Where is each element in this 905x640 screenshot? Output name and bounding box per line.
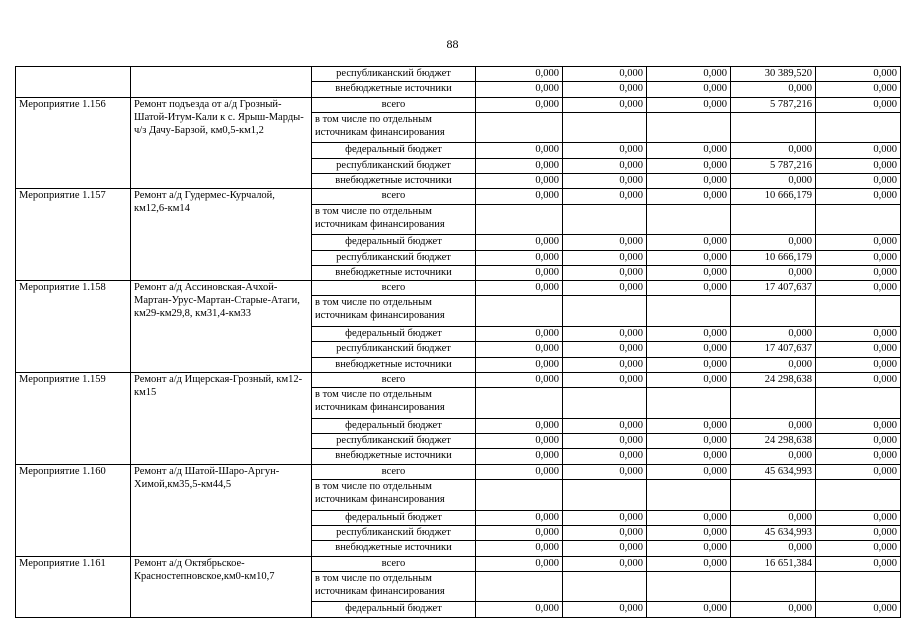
amount-cell-3: 0,000 bbox=[647, 67, 731, 82]
funding-source-cell: внебюджетные источники bbox=[312, 541, 476, 556]
funding-source-cell: федеральный бюджет bbox=[312, 602, 476, 617]
amount-cell-2: 0,000 bbox=[563, 281, 647, 296]
amount-cell-3: 0,000 bbox=[647, 418, 731, 433]
amount-cell-3: 0,000 bbox=[647, 189, 731, 204]
amount-cell-1: 0,000 bbox=[476, 189, 563, 204]
amount-cell-3: 0,000 bbox=[647, 434, 731, 449]
funding-source-cell: федеральный бюджет bbox=[312, 418, 476, 433]
amount-cell-1: 0,000 bbox=[476, 67, 563, 82]
amount-cell-3: 0,000 bbox=[647, 372, 731, 387]
amount-cell-5: 0,000 bbox=[816, 556, 901, 571]
amount-cell-2: 0,000 bbox=[563, 418, 647, 433]
amount-cell-3: 0,000 bbox=[647, 556, 731, 571]
amount-cell-2: 0,000 bbox=[563, 434, 647, 449]
amount-cell-5: 0,000 bbox=[816, 464, 901, 479]
amount-cell-1 bbox=[476, 388, 563, 419]
amount-cell-2: 0,000 bbox=[563, 82, 647, 97]
amount-cell-2: 0,000 bbox=[563, 464, 647, 479]
amount-cell-4 bbox=[731, 480, 816, 511]
measure-description-cell bbox=[131, 67, 312, 98]
measure-label-cell: Мероприятие 1.160 bbox=[16, 464, 131, 556]
amount-cell-1: 0,000 bbox=[476, 143, 563, 158]
amount-cell-2: 0,000 bbox=[563, 174, 647, 189]
amount-cell-3: 0,000 bbox=[647, 510, 731, 525]
amount-cell-4: 16 651,384 bbox=[731, 556, 816, 571]
measure-description-cell: Ремонт подъезда от а/д Грозный-Шатой-Итум-Кали к с. Ярыш-Марды-ч/з Дачу-Барзой, км0,5-км1,2 bbox=[131, 97, 312, 189]
amount-cell-4: 24 298,638 bbox=[731, 434, 816, 449]
measure-label-cell: Мероприятие 1.159 bbox=[16, 372, 131, 464]
amount-cell-2: 0,000 bbox=[563, 602, 647, 617]
amount-cell-2 bbox=[563, 112, 647, 143]
amount-cell-3: 0,000 bbox=[647, 464, 731, 479]
amount-cell-5 bbox=[816, 112, 901, 143]
amount-cell-3: 0,000 bbox=[647, 265, 731, 280]
amount-cell-3: 0,000 bbox=[647, 602, 731, 617]
amount-cell-3: 0,000 bbox=[647, 525, 731, 540]
funding-source-cell: федеральный бюджет bbox=[312, 510, 476, 525]
budget-table bbox=[15, 66, 901, 618]
amount-cell-2: 0,000 bbox=[563, 97, 647, 112]
amount-cell-1 bbox=[476, 296, 563, 327]
amount-cell-3: 0,000 bbox=[647, 97, 731, 112]
amount-cell-5 bbox=[816, 571, 901, 602]
amount-cell-4: 0,000 bbox=[731, 541, 816, 556]
amount-cell-5: 0,000 bbox=[816, 418, 901, 433]
funding-source-cell: республиканский бюджет bbox=[312, 525, 476, 540]
amount-cell-1: 0,000 bbox=[476, 97, 563, 112]
amount-cell-5: 0,000 bbox=[816, 342, 901, 357]
amount-cell-2: 0,000 bbox=[563, 250, 647, 265]
amount-cell-2 bbox=[563, 204, 647, 235]
funding-source-cell: республиканский бюджет bbox=[312, 158, 476, 173]
amount-cell-4: 24 298,638 bbox=[731, 372, 816, 387]
amount-cell-1: 0,000 bbox=[476, 250, 563, 265]
amount-cell-2: 0,000 bbox=[563, 67, 647, 82]
amount-cell-2: 0,000 bbox=[563, 541, 647, 556]
funding-source-cell: в том числе по отдельным источникам финансирования bbox=[312, 480, 476, 511]
funding-source-cell: республиканский бюджет bbox=[312, 250, 476, 265]
measure-label-cell: Мероприятие 1.157 bbox=[16, 189, 131, 281]
amount-cell-5: 0,000 bbox=[816, 357, 901, 372]
amount-cell-2 bbox=[563, 571, 647, 602]
funding-source-cell: всего bbox=[312, 281, 476, 296]
amount-cell-1: 0,000 bbox=[476, 357, 563, 372]
amount-cell-4: 0,000 bbox=[731, 235, 816, 250]
amount-cell-1 bbox=[476, 480, 563, 511]
amount-cell-5: 0,000 bbox=[816, 174, 901, 189]
amount-cell-5: 0,000 bbox=[816, 281, 901, 296]
amount-cell-4: 30 389,520 bbox=[731, 67, 816, 82]
amount-cell-5: 0,000 bbox=[816, 434, 901, 449]
amount-cell-3: 0,000 bbox=[647, 281, 731, 296]
amount-cell-5: 0,000 bbox=[816, 327, 901, 342]
amount-cell-1: 0,000 bbox=[476, 449, 563, 464]
amount-cell-5: 0,000 bbox=[816, 372, 901, 387]
amount-cell-4: 0,000 bbox=[731, 449, 816, 464]
amount-cell-3: 0,000 bbox=[647, 357, 731, 372]
amount-cell-3 bbox=[647, 112, 731, 143]
amount-cell-1: 0,000 bbox=[476, 541, 563, 556]
amount-cell-2: 0,000 bbox=[563, 556, 647, 571]
amount-cell-1: 0,000 bbox=[476, 281, 563, 296]
amount-cell-5: 0,000 bbox=[816, 189, 901, 204]
amount-cell-3: 0,000 bbox=[647, 449, 731, 464]
measure-description-cell: Ремонт а/д Октябрьское-Красностепновское,км0-км10,7 bbox=[131, 556, 312, 617]
table-row bbox=[16, 67, 901, 82]
amount-cell-1: 0,000 bbox=[476, 327, 563, 342]
amount-cell-3 bbox=[647, 480, 731, 511]
amount-cell-4 bbox=[731, 296, 816, 327]
amount-cell-1: 0,000 bbox=[476, 556, 563, 571]
amount-cell-5 bbox=[816, 204, 901, 235]
amount-cell-2: 0,000 bbox=[563, 372, 647, 387]
amount-cell-4: 45 634,993 bbox=[731, 525, 816, 540]
amount-cell-4: 10 666,179 bbox=[731, 250, 816, 265]
funding-source-cell: федеральный бюджет bbox=[312, 327, 476, 342]
amount-cell-4 bbox=[731, 388, 816, 419]
amount-cell-1 bbox=[476, 112, 563, 143]
amount-cell-2: 0,000 bbox=[563, 357, 647, 372]
amount-cell-4: 0,000 bbox=[731, 418, 816, 433]
amount-cell-3: 0,000 bbox=[647, 158, 731, 173]
funding-source-cell: внебюджетные источники bbox=[312, 82, 476, 97]
amount-cell-3: 0,000 bbox=[647, 327, 731, 342]
funding-source-cell: в том числе по отдельным источникам финансирования bbox=[312, 296, 476, 327]
amount-cell-1 bbox=[476, 571, 563, 602]
amount-cell-2: 0,000 bbox=[563, 525, 647, 540]
funding-source-cell: всего bbox=[312, 97, 476, 112]
table-row bbox=[16, 556, 901, 571]
amount-cell-1: 0,000 bbox=[476, 372, 563, 387]
amount-cell-1: 0,000 bbox=[476, 602, 563, 617]
amount-cell-4: 10 666,179 bbox=[731, 189, 816, 204]
amount-cell-5: 0,000 bbox=[816, 449, 901, 464]
amount-cell-5: 0,000 bbox=[816, 97, 901, 112]
amount-cell-2: 0,000 bbox=[563, 327, 647, 342]
amount-cell-5: 0,000 bbox=[816, 541, 901, 556]
table-row bbox=[16, 372, 901, 387]
amount-cell-3: 0,000 bbox=[647, 541, 731, 556]
table-row bbox=[16, 189, 901, 204]
measure-description-cell: Ремонт а/д Ассиновская-Ачхой-Мартан-Урус-Мартан-Старые-Атаги, км29-км29,8, км31,4-км33 bbox=[131, 281, 312, 373]
funding-source-cell: внебюджетные источники bbox=[312, 449, 476, 464]
amount-cell-1: 0,000 bbox=[476, 464, 563, 479]
amount-cell-3: 0,000 bbox=[647, 250, 731, 265]
amount-cell-5: 0,000 bbox=[816, 525, 901, 540]
measure-label-cell bbox=[16, 67, 131, 98]
amount-cell-4: 0,000 bbox=[731, 602, 816, 617]
amount-cell-3 bbox=[647, 571, 731, 602]
funding-source-cell: внебюджетные источники bbox=[312, 174, 476, 189]
amount-cell-5: 0,000 bbox=[816, 158, 901, 173]
funding-source-cell: федеральный бюджет bbox=[312, 143, 476, 158]
amount-cell-5: 0,000 bbox=[816, 143, 901, 158]
amount-cell-4: 0,000 bbox=[731, 174, 816, 189]
funding-source-cell: федеральный бюджет bbox=[312, 235, 476, 250]
amount-cell-4: 0,000 bbox=[731, 510, 816, 525]
amount-cell-1: 0,000 bbox=[476, 82, 563, 97]
amount-cell-5: 0,000 bbox=[816, 602, 901, 617]
amount-cell-4: 45 634,993 bbox=[731, 464, 816, 479]
funding-source-cell: внебюджетные источники bbox=[312, 265, 476, 280]
funding-source-cell: всего bbox=[312, 189, 476, 204]
amount-cell-4 bbox=[731, 571, 816, 602]
funding-source-cell: всего bbox=[312, 464, 476, 479]
amount-cell-4: 17 407,637 bbox=[731, 281, 816, 296]
amount-cell-1: 0,000 bbox=[476, 158, 563, 173]
amount-cell-5: 0,000 bbox=[816, 67, 901, 82]
funding-source-cell: всего bbox=[312, 556, 476, 571]
amount-cell-1: 0,000 bbox=[476, 342, 563, 357]
amount-cell-5: 0,000 bbox=[816, 235, 901, 250]
measure-label-cell: Мероприятие 1.158 bbox=[16, 281, 131, 373]
measure-label-cell: Мероприятие 1.161 bbox=[16, 556, 131, 617]
amount-cell-5 bbox=[816, 388, 901, 419]
amount-cell-1: 0,000 bbox=[476, 418, 563, 433]
funding-source-cell: республиканский бюджет bbox=[312, 342, 476, 357]
amount-cell-2: 0,000 bbox=[563, 158, 647, 173]
amount-cell-2: 0,000 bbox=[563, 189, 647, 204]
table-row bbox=[16, 281, 901, 296]
funding-source-cell: в том числе по отдельным источникам финансирования bbox=[312, 112, 476, 143]
amount-cell-2: 0,000 bbox=[563, 235, 647, 250]
amount-cell-1 bbox=[476, 204, 563, 235]
amount-cell-5: 0,000 bbox=[816, 250, 901, 265]
amount-cell-2 bbox=[563, 296, 647, 327]
amount-cell-1: 0,000 bbox=[476, 174, 563, 189]
amount-cell-4 bbox=[731, 204, 816, 235]
amount-cell-3: 0,000 bbox=[647, 342, 731, 357]
amount-cell-3: 0,000 bbox=[647, 82, 731, 97]
amount-cell-4: 0,000 bbox=[731, 143, 816, 158]
measure-description-cell: Ремонт а/д Шатой-Шаро-Аргун-Химой,км35,5-км44,5 bbox=[131, 464, 312, 556]
table-row bbox=[16, 97, 901, 112]
measure-label-cell: Мероприятие 1.156 bbox=[16, 97, 131, 189]
amount-cell-1: 0,000 bbox=[476, 525, 563, 540]
amount-cell-2 bbox=[563, 388, 647, 419]
budget-table-body bbox=[16, 67, 901, 618]
funding-source-cell: в том числе по отдельным источникам финансирования bbox=[312, 571, 476, 602]
page-number: 88 bbox=[446, 37, 459, 51]
funding-source-cell: республиканский бюджет bbox=[312, 434, 476, 449]
amount-cell-3: 0,000 bbox=[647, 174, 731, 189]
amount-cell-4 bbox=[731, 112, 816, 143]
amount-cell-5 bbox=[816, 480, 901, 511]
funding-source-cell: в том числе по отдельным источникам финансирования bbox=[312, 204, 476, 235]
funding-source-cell: всего bbox=[312, 372, 476, 387]
funding-source-cell: внебюджетные источники bbox=[312, 357, 476, 372]
amount-cell-1: 0,000 bbox=[476, 265, 563, 280]
amount-cell-4: 0,000 bbox=[731, 327, 816, 342]
amount-cell-5: 0,000 bbox=[816, 510, 901, 525]
measure-description-cell: Ремонт а/д Ищерская-Грозный, км12-км15 bbox=[131, 372, 312, 464]
amount-cell-4: 17 407,637 bbox=[731, 342, 816, 357]
amount-cell-5: 0,000 bbox=[816, 82, 901, 97]
amount-cell-3 bbox=[647, 388, 731, 419]
amount-cell-2: 0,000 bbox=[563, 265, 647, 280]
measure-description-cell: Ремонт а/д Гудермес-Курчалой, км12,6-км14 bbox=[131, 189, 312, 281]
table-row bbox=[16, 464, 901, 479]
amount-cell-1: 0,000 bbox=[476, 434, 563, 449]
amount-cell-4: 0,000 bbox=[731, 265, 816, 280]
amount-cell-2: 0,000 bbox=[563, 342, 647, 357]
amount-cell-2: 0,000 bbox=[563, 510, 647, 525]
funding-source-cell: республиканский бюджет bbox=[312, 67, 476, 82]
amount-cell-3: 0,000 bbox=[647, 235, 731, 250]
amount-cell-4: 0,000 bbox=[731, 357, 816, 372]
amount-cell-1: 0,000 bbox=[476, 510, 563, 525]
amount-cell-4: 0,000 bbox=[731, 82, 816, 97]
funding-source-cell: в том числе по отдельным источникам финансирования bbox=[312, 388, 476, 419]
amount-cell-1: 0,000 bbox=[476, 235, 563, 250]
amount-cell-3: 0,000 bbox=[647, 143, 731, 158]
amount-cell-4: 5 787,216 bbox=[731, 158, 816, 173]
amount-cell-4: 5 787,216 bbox=[731, 97, 816, 112]
amount-cell-5 bbox=[816, 296, 901, 327]
amount-cell-3 bbox=[647, 204, 731, 235]
amount-cell-3 bbox=[647, 296, 731, 327]
amount-cell-5: 0,000 bbox=[816, 265, 901, 280]
amount-cell-2: 0,000 bbox=[563, 449, 647, 464]
amount-cell-2: 0,000 bbox=[563, 143, 647, 158]
amount-cell-2 bbox=[563, 480, 647, 511]
